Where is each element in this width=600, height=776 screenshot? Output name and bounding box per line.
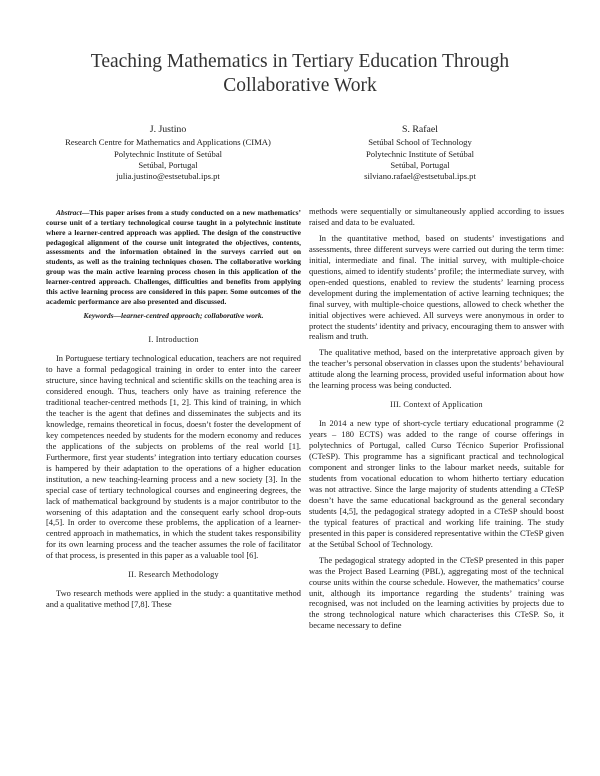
- author-location: Setúbal, Portugal: [390, 159, 450, 170]
- paragraph: In the quantitative method, based on students’ investigations and assessments, three different surveys were carried out during the term time: initial, intermediate and final. The initial survey, with multiple-choice questions, aimed to identify students’ profile; the intermediate survey, with open-ended questions, enabled to review the students’ learning process development during the implementation of active learning techniques; the final survey, with multiple-choice questions, allowed to check whether the initial objectives were achieved. All surveys were anonymous in order to protect the students’ identity and privacy, encouraging them to answer with realism and truth.: [309, 232, 564, 342]
- section-heading-methodology: II. Research Methodology: [128, 570, 219, 580]
- abstract-text: —This paper arises from a study conducted on a new mathematics’ course unit of a tertiary technological course taught in a polytechnic institute where a learner-centred approach was applied. The design of the constructive pedagogical alignment of the course unit integrated the objectives, contents, assessments and the information obtained in the surveys carried out on students, as well as the training techniques chosen. The collaborative working group was the main active learning process chosen in this application of the learner-centred approach. Challenges, difficulties and benefits from applying this active learning process are considered in this paper. Some outcomes of the academic performance are also presented and discussed.: [46, 208, 301, 306]
- author-name: S. Rafael: [402, 124, 438, 135]
- paragraph: The qualitative method, based on the interpretative approach given by the teacher’s personal observation in classes upon the students’ behavioural attitude along the learning process, provided useful information about how the learning process was being conducted.: [309, 347, 564, 391]
- section-heading-introduction: I. Introduction: [148, 335, 199, 345]
- author-email: silviano.rafael@estsetubal.ips.pt: [364, 171, 476, 182]
- section-heading-context: III. Context of Application: [390, 400, 483, 410]
- left-column: [46, 208, 301, 615]
- paragraph: In 2014 a new type of short-cycle tertiary educational programme (2 years – 180 ECTS) was added to the range of course offerings in polytechnics of Portugal, called Curso Técnico Superior Profissional (CTeSP). This programme has a significant practical and technological component and stronger links to the labour market needs, suitable for students from vocational education to whom hitherto tertiary education was not attractive. Since the large majority of students attending a CTeSP doesn’t have the same educational background as the general secondary students [4,5], the pedagogical strategy adopted in a CTeSP should boost the typical features of practical and working life training. The study presented in this paper is considered representative within the CTeSP given at the Setúbal School of Technology.: [309, 418, 564, 549]
- author-email: julia.justino@estsetubal.ips.pt: [116, 171, 220, 182]
- paragraph: In Portuguese tertiary technological education, teachers are not required to have a formal pedagogical training in order to enter into the career structure, since having technical and scientific skills on the teaching area is considered enough. Thus, teachers only have as training reference the traditional teacher-centred methods [1, 2]. This kind of training, in which the teacher is the agent that defines and disseminates the subjects and its knowledge, remains theoretical in focus, doesn’t foster the development of key competences needed by students for the modern economy and reduces the applications of the subjects on problems of the real world [1]. Furthermore, first year students’ integration into tertiary education courses is hampered by their adaptation to the operations of a higher education institution, a new teaching-learning process and a new society [3]. In the special case of tertiary technological courses and engineering degrees, the lack of mathematical background by students is a major contributor to the worsening of this adaptation and the consequent early school drop-outs [4,5]. In order to overcome these problems, the application of a learner-centred approach in mathematics, in which the student takes responsibility for its own learning process and the teacher assumes the role of facilitator of that process, is presented in this paper as a valuable tool [6].: [46, 353, 301, 561]
- author-institution: Polytechnic Institute of Setúbal: [365, 148, 475, 159]
- author-affiliation: Setúbal School of Technology: [368, 137, 472, 148]
- paragraph: The pedagogical strategy adopted in the CTeSP presented in this paper was the Project Based Learning (PBL), aggregating most of the technical course units within the course schedule. However, the mathematics’ course unit, although its importance regarding the students’ training was recognised, was not included on the learning activities by projects due to the strong technological nature which characterises this CTeSP. So, it became necessary to define: [309, 554, 564, 631]
- keywords: Keywords—learner-centred approach; collaborative work.: [83, 311, 264, 321]
- author-location: Setúbal, Portugal: [138, 159, 198, 170]
- author-block-justino: [48, 124, 288, 182]
- abstract-lead: Abstract: [56, 208, 82, 217]
- author-institution: Polytechnic Institute of Setúbal: [113, 148, 223, 159]
- abstract: [46, 208, 301, 306]
- paragraph: methods were sequentially or simultaneously applied according to issues raised and data to be evaluated.: [309, 206, 564, 227]
- author-name: J. Justino: [149, 124, 187, 135]
- paper-title: Teaching Mathematics in Tertiary Education Through Collaborative Work: [90, 51, 510, 96]
- paragraph: Two research methods were applied in the study: a quantitative method and a qualitative method [7,8]. These: [46, 588, 301, 610]
- author-affiliation: Research Centre for Mathematics and Applications (CIMA): [65, 137, 271, 148]
- right-column: [309, 206, 564, 636]
- author-block-rafael: [300, 124, 540, 182]
